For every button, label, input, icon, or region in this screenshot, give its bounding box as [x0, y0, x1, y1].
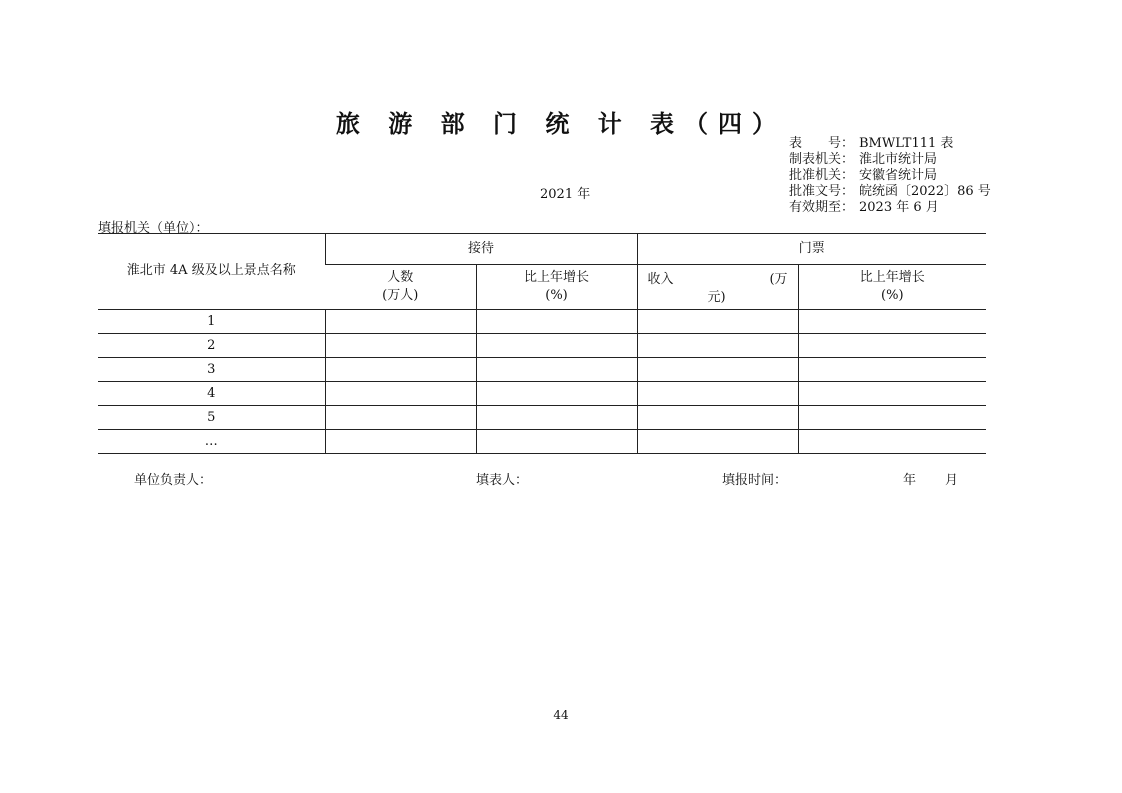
row-header-cell: [98, 234, 325, 310]
col-header-line: 比上年增长: [859, 270, 925, 285]
table-row: [98, 358, 986, 382]
group-header-tickets: [637, 234, 986, 265]
meta-value: 安徽省统计局: [859, 168, 938, 183]
footer-month-label: 月: [945, 473, 959, 488]
meta-form-number: [789, 136, 991, 152]
data-cell[interactable]: [325, 406, 476, 430]
page-number: 44: [553, 708, 569, 722]
col-header-line: (万人): [382, 288, 419, 303]
col-header-line: 人数: [387, 270, 414, 285]
meta-value: 皖统函〔2022〕86 号: [859, 184, 991, 199]
col-header-line: 比上年增长: [524, 270, 590, 285]
col-header-visitors: [325, 265, 476, 310]
row-number: …: [98, 430, 325, 454]
col-header-fragment: (万: [769, 272, 788, 287]
data-cell[interactable]: [476, 358, 637, 382]
meta-label: 表 号：: [789, 136, 855, 151]
data-cell[interactable]: [637, 334, 798, 358]
row-number: 3: [98, 358, 325, 382]
group-header-label: 接待: [468, 241, 495, 256]
reporting-unit-label: 填报机关（单位）：: [98, 221, 209, 236]
footer-year-label: 年: [903, 473, 917, 488]
data-cell[interactable]: [798, 382, 986, 406]
data-cell[interactable]: [637, 310, 798, 334]
meta-label: 制表机关：: [789, 152, 855, 167]
col-header-line: (%): [545, 288, 568, 303]
data-cell[interactable]: [325, 358, 476, 382]
data-cell[interactable]: [325, 334, 476, 358]
row-number: 2: [98, 334, 325, 358]
data-cell[interactable]: [798, 310, 986, 334]
data-cell[interactable]: [798, 430, 986, 454]
data-cell[interactable]: [325, 310, 476, 334]
group-header-label: 门票: [798, 241, 825, 256]
data-cell[interactable]: [476, 334, 637, 358]
row-number: 1: [98, 310, 325, 334]
meta-label: 批准文号：: [789, 184, 855, 199]
col-header-income-growth: [798, 265, 986, 310]
page-title: 旅 游 部 门 统 计 表（四）: [335, 110, 787, 138]
data-cell[interactable]: [798, 358, 986, 382]
data-cell[interactable]: [637, 358, 798, 382]
footer-filler-label: 填表人：: [476, 473, 529, 488]
meta-issuing-agency: [789, 152, 991, 168]
meta-approving-agency: [789, 168, 991, 184]
form-meta-block: [789, 136, 991, 216]
data-cell[interactable]: [476, 382, 637, 406]
meta-valid-until: [789, 200, 991, 216]
meta-approval-number: [789, 184, 991, 200]
table-row: [98, 334, 986, 358]
footer-principal-label: 单位负责人：: [134, 473, 213, 488]
data-cell[interactable]: [325, 430, 476, 454]
table-row: [98, 382, 986, 406]
data-cell[interactable]: [637, 406, 798, 430]
meta-value: BMWLT111 表: [859, 136, 954, 151]
col-header-fragment: 收入: [647, 272, 674, 287]
report-year: 2021 年: [540, 187, 591, 202]
table-row: [98, 430, 986, 454]
col-header-fragment: 元): [707, 290, 726, 305]
col-header-income: [637, 265, 798, 310]
data-cell[interactable]: [476, 310, 637, 334]
group-header-reception: [325, 234, 637, 265]
row-number: 4: [98, 382, 325, 406]
data-cell[interactable]: [476, 430, 637, 454]
meta-value: 淮北市统计局: [859, 152, 938, 167]
footer-fill-time-label: 填报时间：: [722, 473, 788, 488]
meta-label: 有效期至：: [789, 200, 855, 215]
data-cell[interactable]: [798, 334, 986, 358]
row-header-label: 淮北市 4A 级及以上景点名称: [126, 263, 296, 278]
meta-value: 2023 年 6 月: [859, 200, 939, 215]
statistics-table: [98, 233, 986, 454]
table-row: [98, 310, 986, 334]
table-header-row: [98, 234, 986, 265]
data-cell[interactable]: [798, 406, 986, 430]
data-cell[interactable]: [637, 382, 798, 406]
meta-label: 批准机关：: [789, 168, 855, 183]
data-cell[interactable]: [476, 406, 637, 430]
col-header-line: (%): [881, 288, 904, 303]
col-header-visitor-growth: [476, 265, 637, 310]
table-row: [98, 406, 986, 430]
data-cell[interactable]: [325, 382, 476, 406]
data-cell[interactable]: [637, 430, 798, 454]
row-number: 5: [98, 406, 325, 430]
